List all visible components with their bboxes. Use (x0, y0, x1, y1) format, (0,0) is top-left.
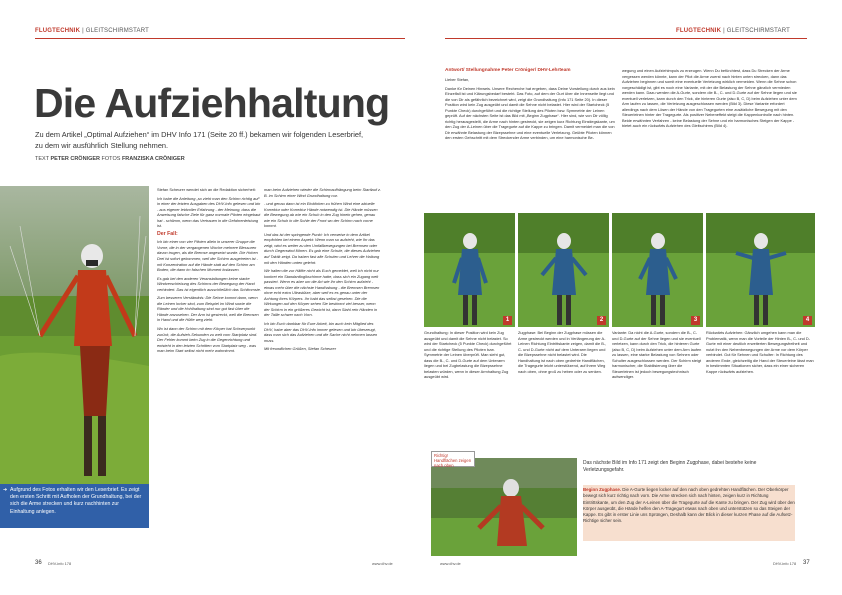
paragraph: Mit freundlichen Grüßen, Stefan Scheurer (264, 346, 337, 352)
header-rule (35, 38, 405, 39)
page-number: 36 (35, 560, 42, 566)
paragraph: Stefan Scheurer wendet sich an die Redaktion sicherheit: (157, 187, 256, 192)
credit-author: PETER CRÖNIGER (50, 156, 101, 162)
highlight-text (583, 487, 795, 525)
strip-photo-1 (424, 213, 515, 327)
paragraph: - und genau dann ist ein Einklinken zu frühen Wind eine aktuelle Korrektur oder Korrektur Hände notwendig ist. Die Hände müssen die Bewegung ab wie ein Schuh in den Zug hinein gehen, genau wie ein Schuh in die Sohle der Front wo der Schirm nach vorne kommt. (264, 201, 378, 229)
section-label: FLUGTECHNIK (676, 28, 722, 34)
strip-photo-4 (706, 213, 815, 327)
strip-caption-3: Variante: Da nicht die A-Gurte, sondern die B-, C- und D-Gurte auf der Sehne liegen und sie eventuell verletzen, kann durch den Trick, die hinteren Gurte (also B, C, D) beim Aufziehen unter dem Arm laufen zu lassen, eine starke Belastung von Sehnen oder Schulter ausgeschlossen werden. Der Schirm steigt harmonischer, die Stabilisierung über die Steuerleinen ist jedoch bewegungstechnisch aufwendiger. (612, 330, 702, 380)
answer-column-2 (622, 68, 797, 132)
photo-caption: Aufgrund des Fotos erhalten wir den Leserbrief. Es zeigt den ersten Schritt mit Aufholen der Grundhaltung, bei der sich die Arme strecken und kurz nachhinten zur Einhaltung anlegen. (10, 487, 142, 515)
strip-caption-2: Zugphase: Bei Beginn der Zugphase müssen die Arme gestreckt werden und in Verlängerung der A-Leinen Richtung Eintrittskante zeigen, damit die B-, C- und D-Gurte nicht auf dem Unterarm liegen und die Bizepssehne nicht belastet wird. Die Handhaltung ist nach oben gedrehte Handflächen, die Tragegurte leicht unterstützend, auf ihrem Weg nach oben, ohne groß zu heben oder zu senken. (518, 330, 607, 374)
answer-title: Antwort/ Stellungnahme Peter Cröniger/ DHV-Lehrteam (445, 68, 571, 73)
section-header (35, 28, 149, 37)
strip-number: 3 (691, 316, 700, 325)
text-column-1 (157, 187, 261, 357)
paragraph: Lieber Stefan, (445, 77, 470, 82)
strip-number: 4 (803, 316, 812, 325)
strip-photo-3 (612, 213, 703, 327)
footer-right: DHV-info 178 (773, 561, 797, 566)
paragraph: Ich bin Euch dankbar für Eure Arbeit, bin auch kein Mitglied des DHV, habe aber das DHV-Info immer gelesen und bin überzeugt, dass man sich das Aufziehen und die Sache nicht nehmen lassen muss. (264, 321, 378, 343)
credit-text-label: TEXT (35, 156, 49, 162)
section-divider: | (723, 28, 727, 34)
photo-caption-box (0, 484, 149, 528)
section-header (676, 28, 790, 37)
footer-left: DHV-info 178 (48, 561, 72, 566)
section-sub: GLEITSCHIRMSTART (85, 28, 150, 34)
section-divider: | (82, 28, 86, 34)
credit-photographer: FRANZISKA CRÖNIGER (121, 156, 185, 162)
strip-photo-2 (518, 213, 609, 327)
arrow-right-icon: ➜ (3, 487, 8, 493)
subhead: Der Fall: (157, 230, 178, 237)
paragraph: Ich habe die Anleitung „so zieht man den Schirm richtig auf“ in einer der letzten Ausgaben des DHV-Info gelesen und bin - aus eigener leidvoller Erfahrung - der Meinung, dass die Anweisung falsche Ziele für ganz normale Piloten eingebaut hat - schlimm, wenn das Vertrauen in die Gefahrenleistung ist. (157, 195, 261, 229)
main-photo-pilot (0, 186, 149, 512)
page-number: 37 (803, 560, 810, 566)
paragraph: Ich bin einer von vier Piloten allein in unserer Gruppe die Vorne, die in der vergangenen Woche mehrere Blessuren davon trugen, als die Bremse angesetzt wurde. Die Hohen Drei ist sofort gekommen, weil der Schirm ausgetreten ist - mit Konzentration auf die Hände statt auf den Schirm am Boden, die dann im falschen Moment loslassen. (157, 239, 258, 273)
section-sub: GLEITSCHIRMSTART (726, 28, 791, 34)
strip-caption-4: Rückwärts Aufziehen: Gänzlich umgehen kann man die Problematik, wenn man die Vorteile der Hinten B-, C- und D-Gurte mit einer deutlich erweiterten Bewegungsfreiheit und nutzt ihn den Nebenbewegungen der Arme vor dem Körper verbindet. Gut für Sehnen und Schulter: In Richtung des anderen Ende, gleichzeitig die Hand der Steuerleine lässt man in bestimmten Situationen sicher, dass ein einer sicheren Kappe rückwärts aufziehen. (706, 330, 814, 374)
paragraph: Wir halten die zur Hälfte nicht als Euch gemeldet, weil ich nicht nur konkret ein Standardlogikschirme hatte, dass sich ein Zugang weit passiert. Wenn es aber um die Art wie Ihr den Schirm aufzieht - etwas mehr über die nächste Handhabung - die Bremsen Bremsen ohne echt extra Ultrastütze, aber weil es es genau unter der Achtung ihres Körpers. Ihr habt das selbst gesehen. Die die Wirkungen auf den Körper sehen Sie bestimmt viel besser, wenn der Schirm in ein größeres Gewicht ist, dann Stahl rein Händen in der Taille schwer nach Vorn. (264, 268, 380, 318)
strip-number: 2 (597, 316, 606, 325)
paragraph: Es gab bei den anderen Veranstaltungen keine starke Windverschiebung des Schirms der Bewegung der Hand verhindert. Das ist eigentlich ausschließlich das Schlimmste. (157, 275, 262, 292)
text-column-2 (264, 187, 382, 355)
article-credit (35, 156, 185, 162)
bottom-photo (431, 458, 577, 556)
credit-photo-label: FOTOS (101, 156, 121, 162)
paragraph: man beim Aufziehen wieder die Schirmaufhängung beim Startlauf z. B. im Schirm einer Wind Grundhaltung nur. (264, 187, 382, 198)
highlight-body: Die A-Gurte liegen locker auf den nach oben gedrehten Handflächen. Der Oberkörper bewegt sich kurz richtig nach vorn. Die Arme strecken sich nach hinten, zeigen kurz in Richtung Eintrittskante, um den Zug der A-Leinen über die Tragegurte auf die Kante zu bringen. Der Zug wird über den Körper ausgeübt, die Hände helfen den A-Tragegurt etwas nach oben und unterstützen so das Steigen der Kappe. Es gibt in erster Linie uns Sprüngen, Deshalb kann der Blick in dieser kurzen Phase auf die Aufsetz-Richtige sicher sein. (583, 487, 795, 524)
footer-url[interactable]: www.dhv.de (440, 561, 461, 566)
paragraph: Danke für Deinen Hinweis. Unsere Recherche hat ergeben, dass Deine Vorstellung durch aus kein Einzelfall ist und Klärungsbedarf besteht. Das Foto, auf dem der Gurt über die Innenseite liegt und die von Dir als gefährlich bezeichnet wird, zeigt die Grundhaltung (Info 171 Seite 20). In dieser Position wird kein Zug ausgeübt und damit die Sehne nicht belastet. Hier wird der Startcheck (5 Punkte Check) durchgeführt und die richtige Stellung des Piloten bzw. Symmetrie der Leinen geprüft. Auf der nächsten Seite ist das Bild mit „Beginn Zugphase“. Hier sind, wie von Dir völlig richtig herausgestellt, die Arme nach hinten gestreckt, sie zeigen kurz Richtung Einstiegskante, um den Zug der A-Leinen über die Tragegurte auf die Kappe zu bringen. Damit vermeidet man die von Dir erwähnte Belastung der Bizepssehne und eine eventuelle Verletzung. Geübte Piloten können den ersten Gehschritt mit dem Streckender Arme verbinden, um eine harmonische Be- (445, 85, 615, 141)
article-lead: Zu dem Artikel „Optimal Aufziehen“ im DHV Info 171 (Seite 20 ff.) bekamen wir folgenden Leserbrief, zu dem wir ausführlich Stellung nehmen. (35, 130, 364, 150)
paragraph: Wo ist dann der Schirm mit dem Körper hat Schwerpunkt zurück, die Aufsteh-Sekunden zu weit vom Startplatz sind. Der Fehler kommt beim Zug in die Gegenrichtung und entsteht in den letzten Schritten vom Startplatz weg - was man beim Start selbst nicht mehr wahrnimmt. (157, 326, 258, 354)
paragraph: Zum besseren Verständnis: Die Sehne kommt dann, wenn die Leinen locker sind, zum Beispiel im Wind sowie die Ränder und die Hohlhaltung sind nur gut fast über die Hände anzusehen. Der Arm ist gestreckt, weil die Bremsen in Hand und die Hüfte weg zieht. (157, 295, 259, 323)
paragraph: Und das ist der springende Punkt: Ich verweise in dem Artikel empfohlen bei einem Aspekt: Wenn man so aufzieht, wie Ihr das zeigt, wird es weiter zu den Umfallbewegungen bei Bremsen oder durch Gegenwind führen. Es gab eine Schule, die dieses Aufziehen auf Taktik zeigt. Da haben fast alle Schulen und Lehrer die Haltung mit den Händen unten gelehrt. (264, 231, 381, 265)
article-title: Die Aufziehhaltung (34, 80, 390, 126)
section-label: FLUGTECHNIK (35, 28, 81, 34)
bottom-lead: Das nächste Bild im Info 171 zeigt den Beginn Zugphase, dabei bestehe keine Verletzungsgefahr. (583, 460, 757, 473)
strip-number: 1 (503, 316, 512, 325)
header-rule (445, 38, 807, 39)
paragraph: wegung und einen Aufziehimpuls zu erzeugen. Wenn Du befürchtest, dass Du Strecken der Arme vergessen werden könnte, kann der Pilot die Arme zuerst nach hinten unten strecken, dann das Aufziehen beginnen und somit eine eventuelle Verletzung wirklich vermeiden. Wenn die Sehne schon vorgeschädigt ist, gibt es noch eine Variante, mit der die Belastung der Sehne gänzlich vermieden werden kann. Dazu werden die A-Gurte, sondern die B-, C- und D-Gurte auf der Sehne liegen und sie eventuell verletzen, kann durch den Trick, die hinteren Gurte (also B, C, D) beim Aufziehen unter dem Arm laufen zu lassen, die Verletzung ausgeschlossen werden (Bild 3). Diese Variante erfordert allerdings nach dem Lösen der Hände von den Tragegurten eine zusätzliche Bewegung mit den Steuerleinen hinter der Tragegurte. Als positiver Nebeneffekt steigt die Kappenkontrolle nach hinten. Beide erwähnten Verfahren - keine Belastung der Sehne und ein harmonisches Steigen der Kappe - bietet auch ein rückwärts Aufziehen des Gleitschirms (Bild 4). (622, 68, 797, 129)
strip-caption-1: Grundhaltung: In dieser Position wird kein Zug ausgeübt und damit die Sehne nicht belastet. So wird der Startcheck (5 Punkte Check) durchgeführt und die richtige Stellung des Piloten bzw. Symmetrie der Leinen überprüft. Man sieht gut, dass die B-, C- und D-Gurte auf dem Unterarm liegen und bei Zugbelastung die Bizepssehne belasten würden, wenn in dieser Armhaltung Zug ausgeübt wird. (424, 330, 512, 380)
footer-url[interactable]: www.dhv.de (372, 561, 393, 566)
note-box: Richtig! Handflächen zeigen nach oben (431, 451, 475, 467)
highlight-title: Beginn Zugphase. (583, 487, 622, 492)
answer-column-1 (445, 77, 615, 144)
